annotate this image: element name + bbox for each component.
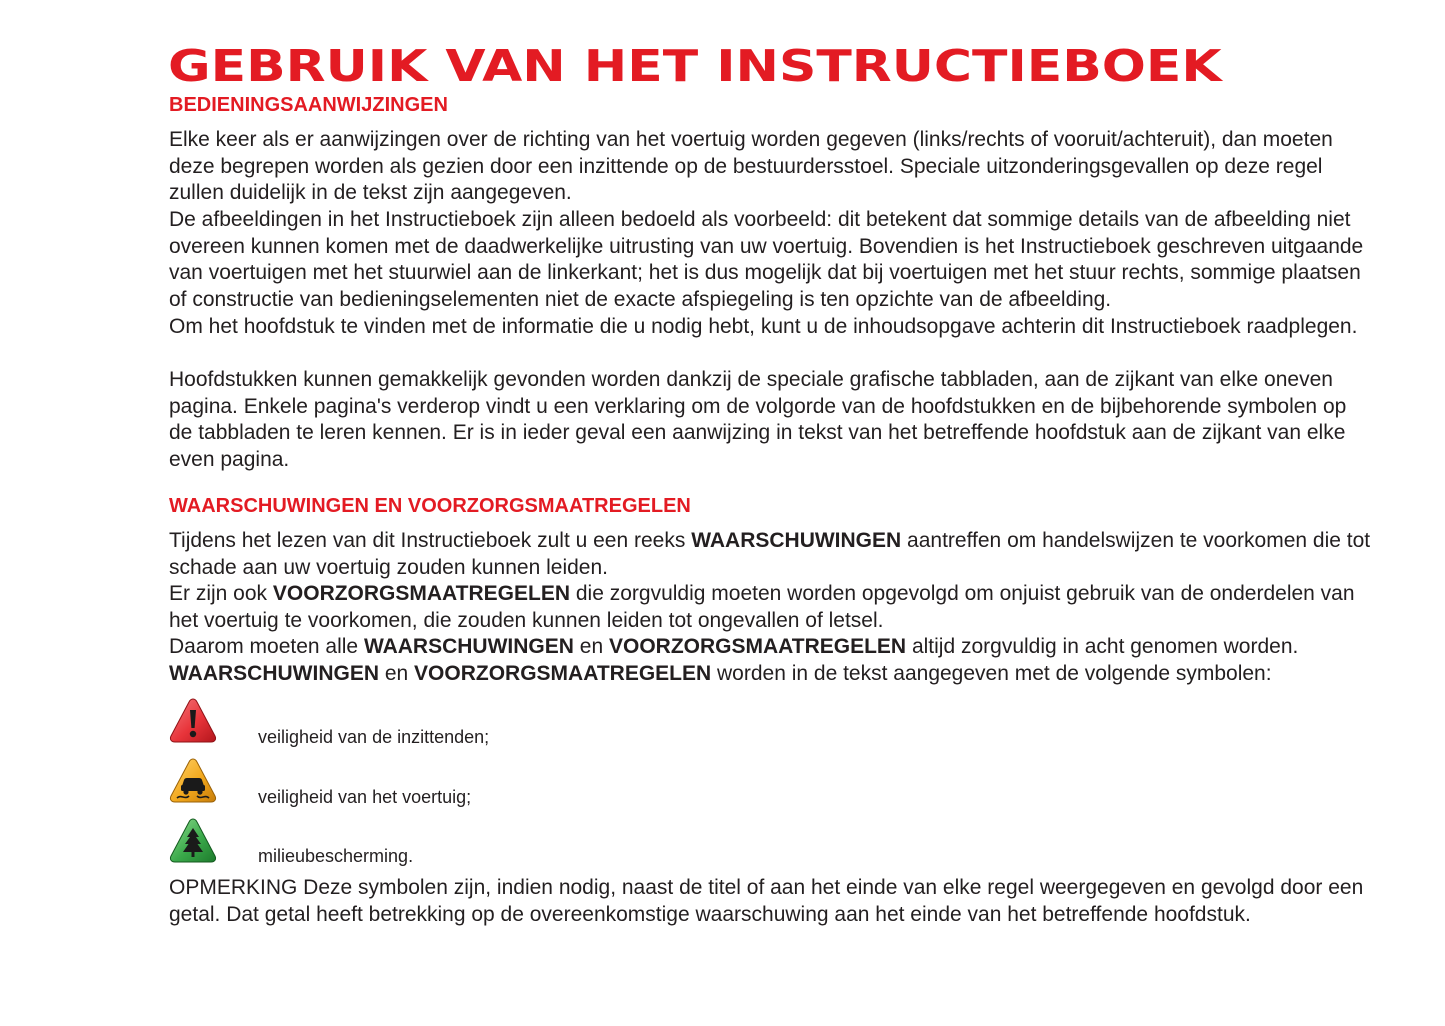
section-heading-instructions: BEDIENINGSAANWIJZINGEN (169, 94, 448, 116)
warnings-paragraph-3 (169, 634, 1374, 661)
instructions-paragraph-2: De afbeeldingen in het Instructieboek zijn alleen bedoeld als voorbeeld: dit betekent dat sommige details van de afbeelding niet overeen kunnen komen met de daadwerkelijke uitrusting van uw voertuig. Bovendien is het Instructieboek geschreven uitgaande van voertuigen met het stuurwiel aan de linkerkant; het is dus mogelijk dat bij voertuigen met het stuur rechts, sommige plaatsen of constructie van bedieningselementen niet de exacte afspiegeling is ten opzichte van de afbeelding. (169, 208, 1364, 312)
symbol-label-environment: milieubescherming. (258, 846, 414, 866)
text-segment: altijd zorgvuldig in acht genomen worden. (911, 635, 1299, 658)
term-precautions: VOORZORGSMAATREGELEN (414, 662, 712, 685)
text-segment: Er zijn ook (169, 582, 268, 605)
tree-icon (168, 816, 218, 866)
term-warnings: WAARSCHUWINGEN (169, 662, 379, 685)
warnings-paragraph-2 (169, 581, 1374, 634)
symbol-label-occupant-safety: veiligheid van de inzittenden; (258, 727, 490, 747)
text-segment: Daarom moeten alle (169, 635, 359, 658)
warnings-paragraph-1 (169, 528, 1374, 581)
section-heading-warnings: WAARSCHUWINGEN EN VOORZORGSMAATREGELEN (169, 495, 691, 517)
page-title: GEBRUIK VAN HET INSTRUCTIEBOEK (168, 41, 1222, 92)
text-segment: die zorgvuldig moeten worden opgevolgd om onjuist gebruik van de onderdelen van het voertuig te voorkomen, die zouden kunnen leiden tot ongevallen of letsel. (169, 582, 1355, 632)
term-warnings: WAARSCHUWINGEN (363, 635, 574, 658)
instructions-paragraph-4: Hoofdstukken kunnen gemakkelijk gevonden worden dankzij de speciale grafische tabbladen, aan de zijkant van elke oneven pagina. Enkele pagina's verderop vindt u een verklaring om de volgorde van de hoofdstukken en de bijbehorende symbolen op de tabbladen te leren kennen. Er is in ieder geval een aanwijzing in tekst van het betreffende hoofdstuk aan de zijkant van elke even pagina. (169, 368, 1347, 472)
warnings-paragraph-4 (169, 661, 1374, 688)
term-precautions: VOORZORGSMAATREGELEN (272, 582, 571, 605)
car-skid-icon (168, 756, 218, 806)
text-segment: Tijdens het lezen van dit Instructieboek zult u een reeks (169, 529, 686, 552)
term-warnings: WAARSCHUWINGEN (691, 529, 902, 552)
symbol-label-vehicle-safety: veiligheid van het voertuig; (258, 787, 472, 807)
text-segment: en (579, 635, 604, 658)
text-segment: worden in de tekst aangegeven met de volgende symbolen: (717, 662, 1272, 685)
instructions-paragraph-1: Elke keer als er aanwijzingen over de richting van het voertuig worden gegeven (links/rechts of vooruit/achteruit), dan moeten deze begrepen worden als gezien door een inzittende op de bestuurdersstoel. Speciale uitzonderingsgevallen op deze regel zullen duidelijk in de tekst zijn aangegeven. (169, 128, 1333, 205)
warning-exclamation-icon (168, 696, 218, 746)
text-segment: en (384, 662, 409, 685)
instructions-paragraph-3: Om het hoofdstuk te vinden met de informatie die u nodig hebt, kunt u de inhoudsopgave achterin dit Instructieboek raadplegen. (169, 315, 1358, 338)
note-paragraph: OPMERKING Deze symbolen zijn, indien nodig, naast de titel of aan het einde van elke regel weergegeven en gevolgd door een getal. Dat getal heeft betrekking op de overeenkomstige waarschuwing aan het einde van het betreffende hoofdstuk. (169, 876, 1364, 926)
text-segment: aantreffen om handelswijzen te voorkomen die tot schade aan uw voertuig zouden kunnen leiden. (169, 529, 1371, 579)
term-precautions: VOORZORGSMAATREGELEN (608, 635, 907, 658)
